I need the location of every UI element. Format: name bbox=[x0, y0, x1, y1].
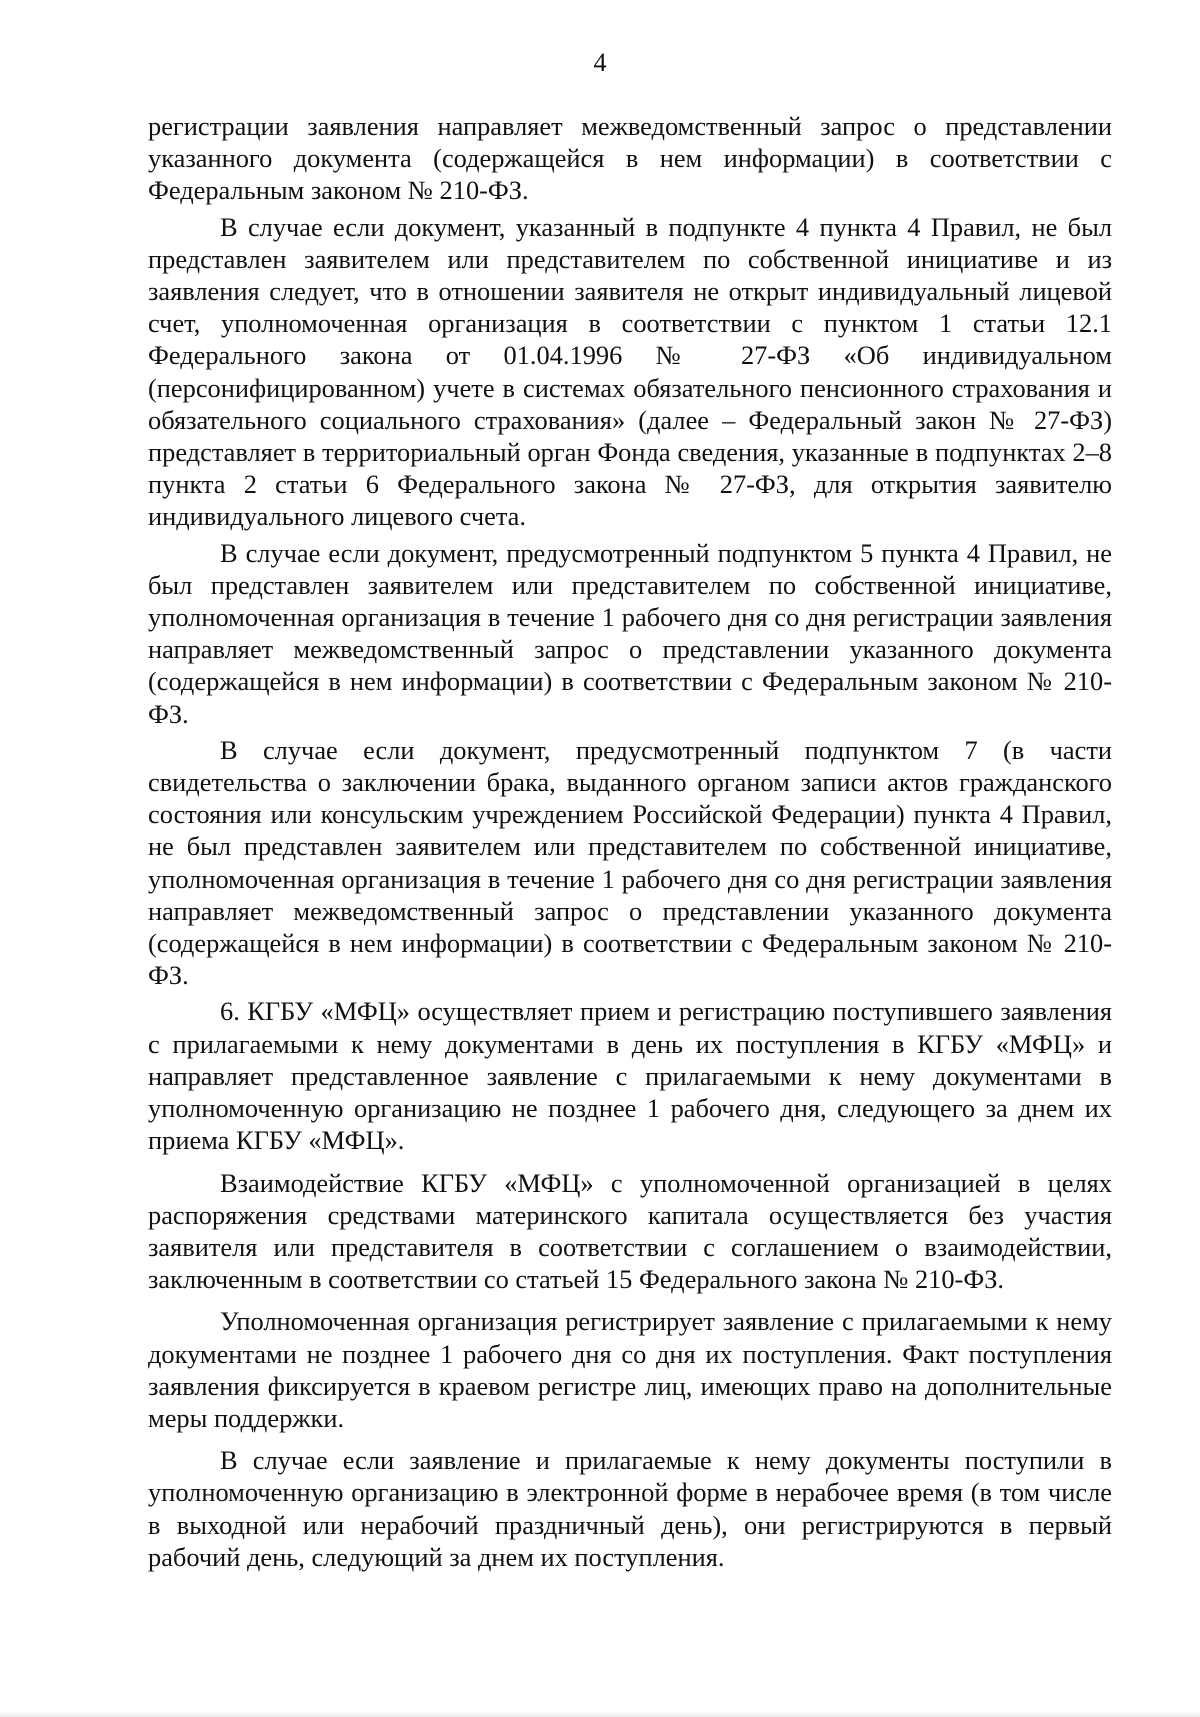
scan-edge-shadow bbox=[0, 1711, 1200, 1717]
paragraph-subpoint-5: В случае если документ, предусмотренный подпунктом 5 пункта 4 Правил, не был представлен заявителем или представителем по собственной инициативе, уполномоченная организация в течение 1 рабочего дня со дня регистрации заявления направляет межведомственный запрос о представлении указанного документа (содержащейся в нем информации) в соответствии с Федеральным законом № 210-ФЗ. bbox=[148, 537, 1112, 729]
paragraph-item-6: 6. КГБУ «МФЦ» осуществляет прием и регистрацию поступившего заявления с прилагаемыми к нему документами в день их поступления в КГБУ «МФЦ» и направляет представленное заявление с прилагаемыми к нему документами в уполномоченную организацию не позднее 1 рабочего дня, следующего за днем их приема КГБУ «МФЦ». bbox=[148, 996, 1112, 1156]
document-body bbox=[148, 110, 1112, 1577]
paragraph-continuation: регистрации заявления направляет межведомственный запрос о представлении указанного документа (содержащейся в нем информации) в соответствии с Федеральным законом № 210-ФЗ. bbox=[148, 111, 1112, 206]
paragraph-subpoint-7: В случае если документ, предусмотренный подпунктом 7 (в части свидетельства о заключении брака, выданного органом записи актов гражданского состояния или консульским учреждением Российской Федерации) пункта 4 Правил, не был представлен заявителем или представителем по собственной инициативе, уполномоченная организация в течение 1 рабочего дня со дня регистрации заявления направляет межведомственный запрос о представлении указанного документа (содержащейся в нем информации) в соответствии с Федеральным законом № 210-ФЗ. bbox=[148, 734, 1112, 991]
paragraph-personal-account: В случае если документ, указанный в подпункте 4 пункта 4 Правил, не был представлен заявителем или представителем по собственной инициативе и из заявления следует, что в отношении заявителя не открыт индивидуальный лицевой счет, уполномоченная организация в соответствии с пунктом 1 статьи 12.1 Федерального закона от 01.04.1996 № 27-ФЗ «Об индивидуальном (персонифицированном) учете в системах обязательного пенсионного страхования и обязательного социального страхования» (далее – Федеральный закон № 27-ФЗ) представляет в территориальный орган Фонда сведения, указанные в подпунктах 2–8 пункта 2 статьи 6 Федерального закона № 27-ФЗ, для открытия заявителю индивидуального лицевого счета. bbox=[148, 211, 1112, 532]
paragraph-registration: Уполномоченная организация регистрирует заявление с прилагаемыми к нему документами не позднее 1 рабочего дня со дня их поступления. Факт поступления заявления фиксируется в краевом регистре лиц, имеющих право на дополнительные меры поддержки. bbox=[148, 1306, 1112, 1433]
paragraph-electronic-form: В случае если заявление и прилагаемые к нему документы поступили в уполномоченную организацию в электронной форме в нерабочее время (в том числе в выходной или нерабочий праздничный день), они регистрируются в первый рабочий день, следующий за днем их поступления. bbox=[148, 1445, 1112, 1572]
page-number: 4 bbox=[593, 48, 607, 77]
paragraph-interaction: Взаимодействие КГБУ «МФЦ» с уполномоченной организацией в целях распоряжения средствами материнского капитала осуществляется без участия заявителя или представителя в соответствии с соглашением о взаимодействии, заключенным в соответствии со статьей 15 Федерального закона № 210-ФЗ. bbox=[148, 1167, 1112, 1295]
